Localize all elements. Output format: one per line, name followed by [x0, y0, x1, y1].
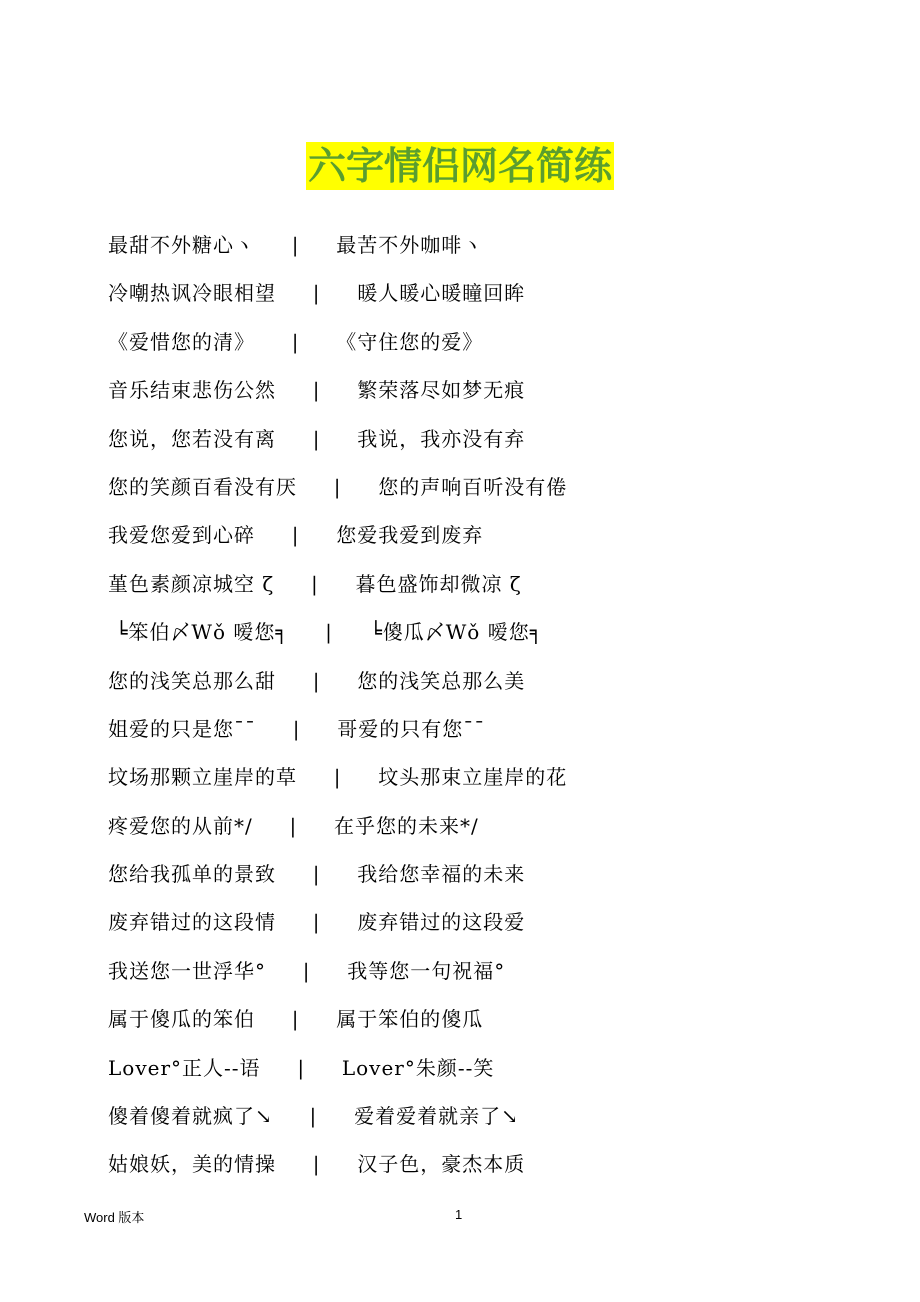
nickname-line: 傻着傻着就疯了↘ | 爱着爱着就亲了↘ [108, 1104, 519, 1129]
page-number: 1 [455, 1207, 463, 1222]
nickname-line: ╘笨伯〆Wǒ 嗳您╕ | ╘傻瓜〆Wǒ 嗳您╕ [108, 620, 543, 645]
nickname-line: 《爱惜您的清》 | 《守住您的爱》 [108, 329, 484, 354]
nickname-line: Lover°正人--语 | Lover°朱颜--笑 [108, 1055, 495, 1080]
nickname-line: 姑娘妖，美的情操 | 汉子色，豪杰本质 [108, 1152, 526, 1177]
nickname-line: 属于傻瓜的笨伯 | 属于笨伯的傻瓜 [108, 1007, 484, 1032]
nickname-line: 音乐结束悲伤公然 | 繁荣落尽如梦无痕 [108, 378, 526, 403]
title-container [0, 142, 920, 190]
nickname-line: 疼爱您的从前*/ | 在乎您的未来*/ [108, 813, 479, 838]
nickname-line: 您说，您若没有离 | 我说，我亦没有弃 [108, 426, 526, 451]
nickname-line: 最甜不外糖心ヽ | 最苦不外咖啡ヽ [108, 233, 484, 257]
nickname-line: 我送您一世浮华° | 我等您一句祝福° [108, 958, 506, 983]
nickname-line: 冷嘲热讽冷眼相望 | 暖人暖心暖瞳回眸 [108, 281, 526, 306]
nickname-line: 您的笑颜百看没有厌 | 您的声响百听没有倦 [108, 474, 568, 499]
document-title: 六字情侣网名简练 [307, 143, 612, 188]
nickname-line: 姐爱的只是您¯¯ | 哥爱的只有您¯¯ [108, 716, 486, 741]
nickname-line: 我爱您爱到心碎 | 您爱我爱到废弃 [108, 523, 484, 548]
nickname-line: 您给我孤单的景致 | 我给您幸福的未来 [108, 862, 526, 887]
nickname-line: 坟场那颗立崖岸的草 | 坟头那束立崖岸的花 [108, 765, 568, 790]
nickname-line: 堇色素颜凉城空 ζ | 暮色盛饰却微凉 ζ [108, 571, 522, 596]
nickname-line: 废弃错过的这段情 | 废弃错过的这段爱 [108, 910, 526, 935]
nickname-list [108, 227, 567, 1195]
footer-label: Word 版本 [84, 1210, 145, 1225]
nickname-line: 您的浅笑总那么甜 | 您的浅笑总那么美 [108, 668, 526, 693]
